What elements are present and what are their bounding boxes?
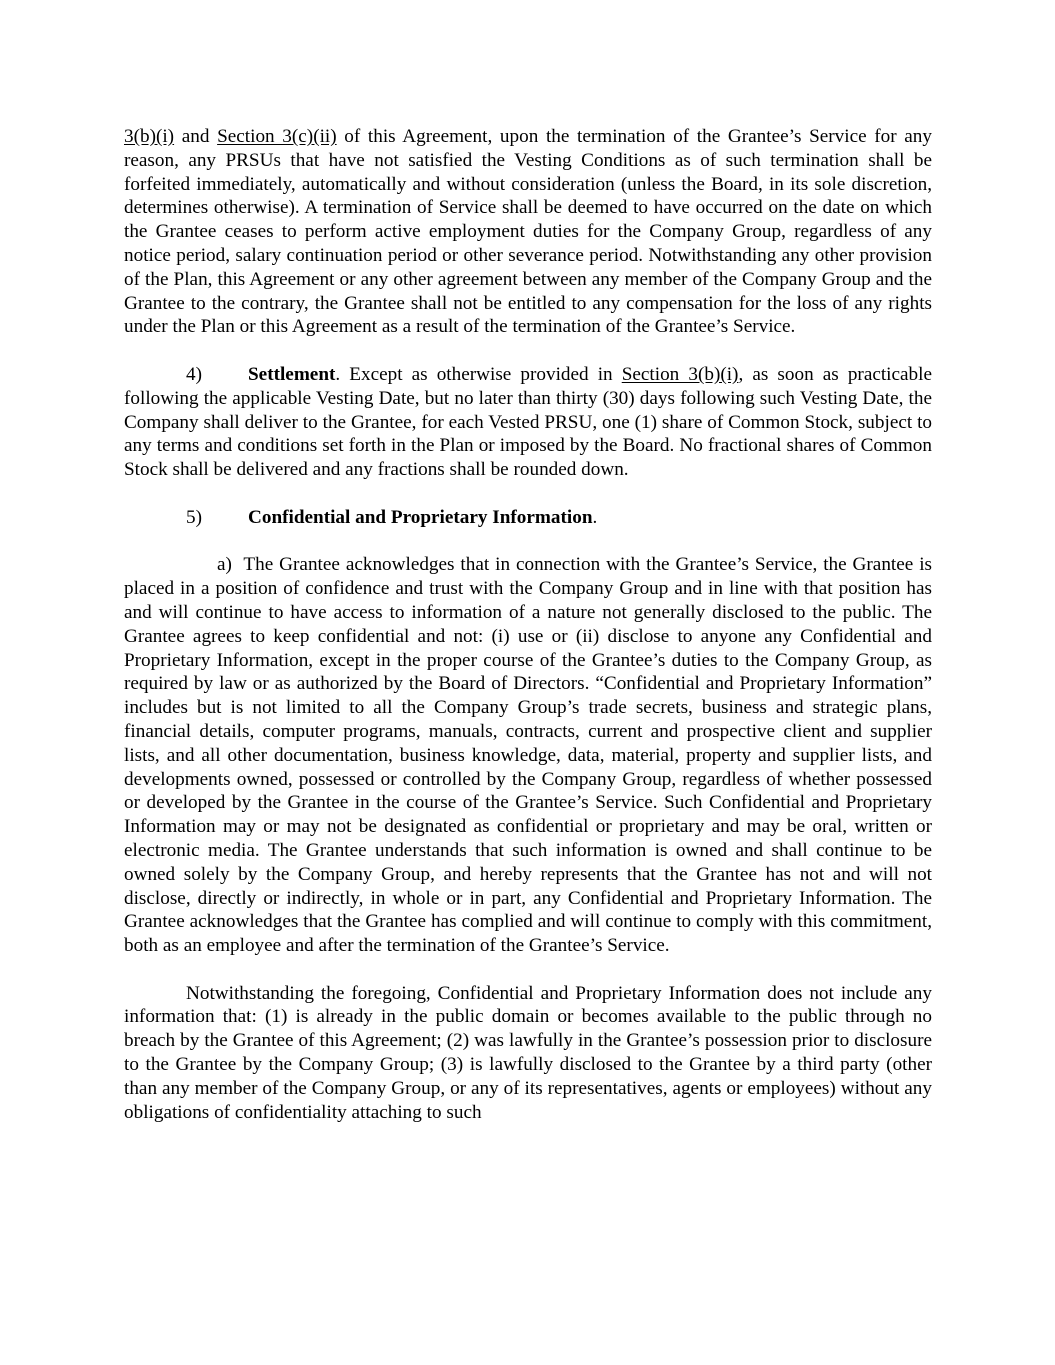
paragraph-text: , as soon as practicable following the applicable Vesting Date, but no later than thirty (30) days following such Vesting Date, the Company shall deliver to the Grantee, for each Vested PRSU, one (1) share of Common Stock, subject to any terms and conditions set forth in the Plan or imposed by the Board. No fractional shares of Common Stock shall be delivered and any fractions shall be rounded down. xyxy=(124,363,932,481)
paragraph-text: of this Agreement, upon the termination of the Grantee’s Service for any reason, any PRSUs that have not satisfied the Vesting Conditions as of such termination shall be forfeited immediately, automatically and without consideration (unless the Board, in its sole discretion, determines otherwise). A termination of Service shall be deemed to have occurred on the date on which the Grantee ceases to perform active employment duties for the Company Group, regardless of any notice period, salary continuation period or other severance period. Notwithstanding any other provision of the Plan, this Agreement or any other agreement between any member of the Company Group and the Grantee to the contrary, the Grantee shall not be entitled to any compensation for the loss of any rights under the Plan or this Agreement as a result of the termination of the Grantee’s Service. xyxy=(124,126,932,338)
section-reference-link: 3(b)(i) xyxy=(124,126,175,147)
paragraph-text: Notwithstanding the foregoing, Confidential and Proprietary Information does not include any information that: (1) is already in the public domain or becomes available to the public through no breach by the Grantee of this Agreement; (2) was lawfully in the Grantee’s possession prior to disclosure to the Grantee by the Company Group; (3) is lawfully disclosed to the Grantee by a third party (other than any member of the Company Group, or any of its representatives, agents or employees) without any obligations of confidentiality attaching to such xyxy=(124,982,932,1123)
document-page xyxy=(124,125,932,1124)
paragraph-termination xyxy=(124,125,932,339)
section-number: 5) xyxy=(186,506,202,528)
subsection-label: a) xyxy=(217,554,232,576)
section-heading: Confidential and Proprietary Information xyxy=(248,506,593,528)
section-number: 4) xyxy=(186,363,202,385)
paragraph-text: and xyxy=(174,126,218,147)
section-settlement xyxy=(124,363,932,482)
paragraph-spacer xyxy=(124,482,932,506)
subsection-a xyxy=(124,553,932,958)
paragraph-text: Except as otherwise provided in xyxy=(340,363,622,385)
paragraph-notwithstanding xyxy=(124,982,932,1125)
section-heading-punctuation: . xyxy=(335,363,341,385)
section-reference-link: Section 3(c)(ii) xyxy=(217,126,337,147)
section-heading-punctuation: . xyxy=(592,506,598,528)
section-heading: Settlement xyxy=(248,363,336,385)
paragraph-spacer xyxy=(124,958,932,982)
paragraph-text: The Grantee acknowledges that in connection with the Grantee’s Service, the Grantee is placed in a position of confidence and trust with the Company Group and in line with that position has and will continue to have access to information of a nature not generally disclosed to the public. The Grantee agrees to keep confidential and not: (i) use or (ii) disclose to anyone any Confidential and Proprietary Information, except in the proper course of the Grantee’s duties to the Company Group, as required by law or as authorized by the Board of Directors. “Confidential and Proprietary Information” includes but is not limited to all the Company Group’s trade secrets, business and strategic plans, financial details, computer programs, manuals, contracts, current and prospective client and supplier lists, and all other documentation, business knowledge, data, material, property and supplier lists, and developments owned, possessed or controlled by the Company Group, regardless of whether possessed or developed by the Grantee in the course of the Grantee’s Service. Such Confidential and Proprietary Information may or may not be designated as confidential or proprietary and may be oral, written or electronic media. The Grantee understands that such information is owned and shall continue to be owned solely by the Company Group, and hereby represents that the Grantee has not and will not disclose, directly or indirectly, in whole or in part, any Confidential and Proprietary Information. The Grantee acknowledges that the Grantee has complied and will continue to comply with this commitment, both as an employee and after the termination of the Grantee’s Service. xyxy=(124,554,932,957)
section-confidential-heading xyxy=(124,506,932,530)
paragraph-spacer xyxy=(124,339,932,363)
section-reference-link: Section 3(b)(i) xyxy=(621,363,739,385)
paragraph-spacer xyxy=(124,530,932,554)
